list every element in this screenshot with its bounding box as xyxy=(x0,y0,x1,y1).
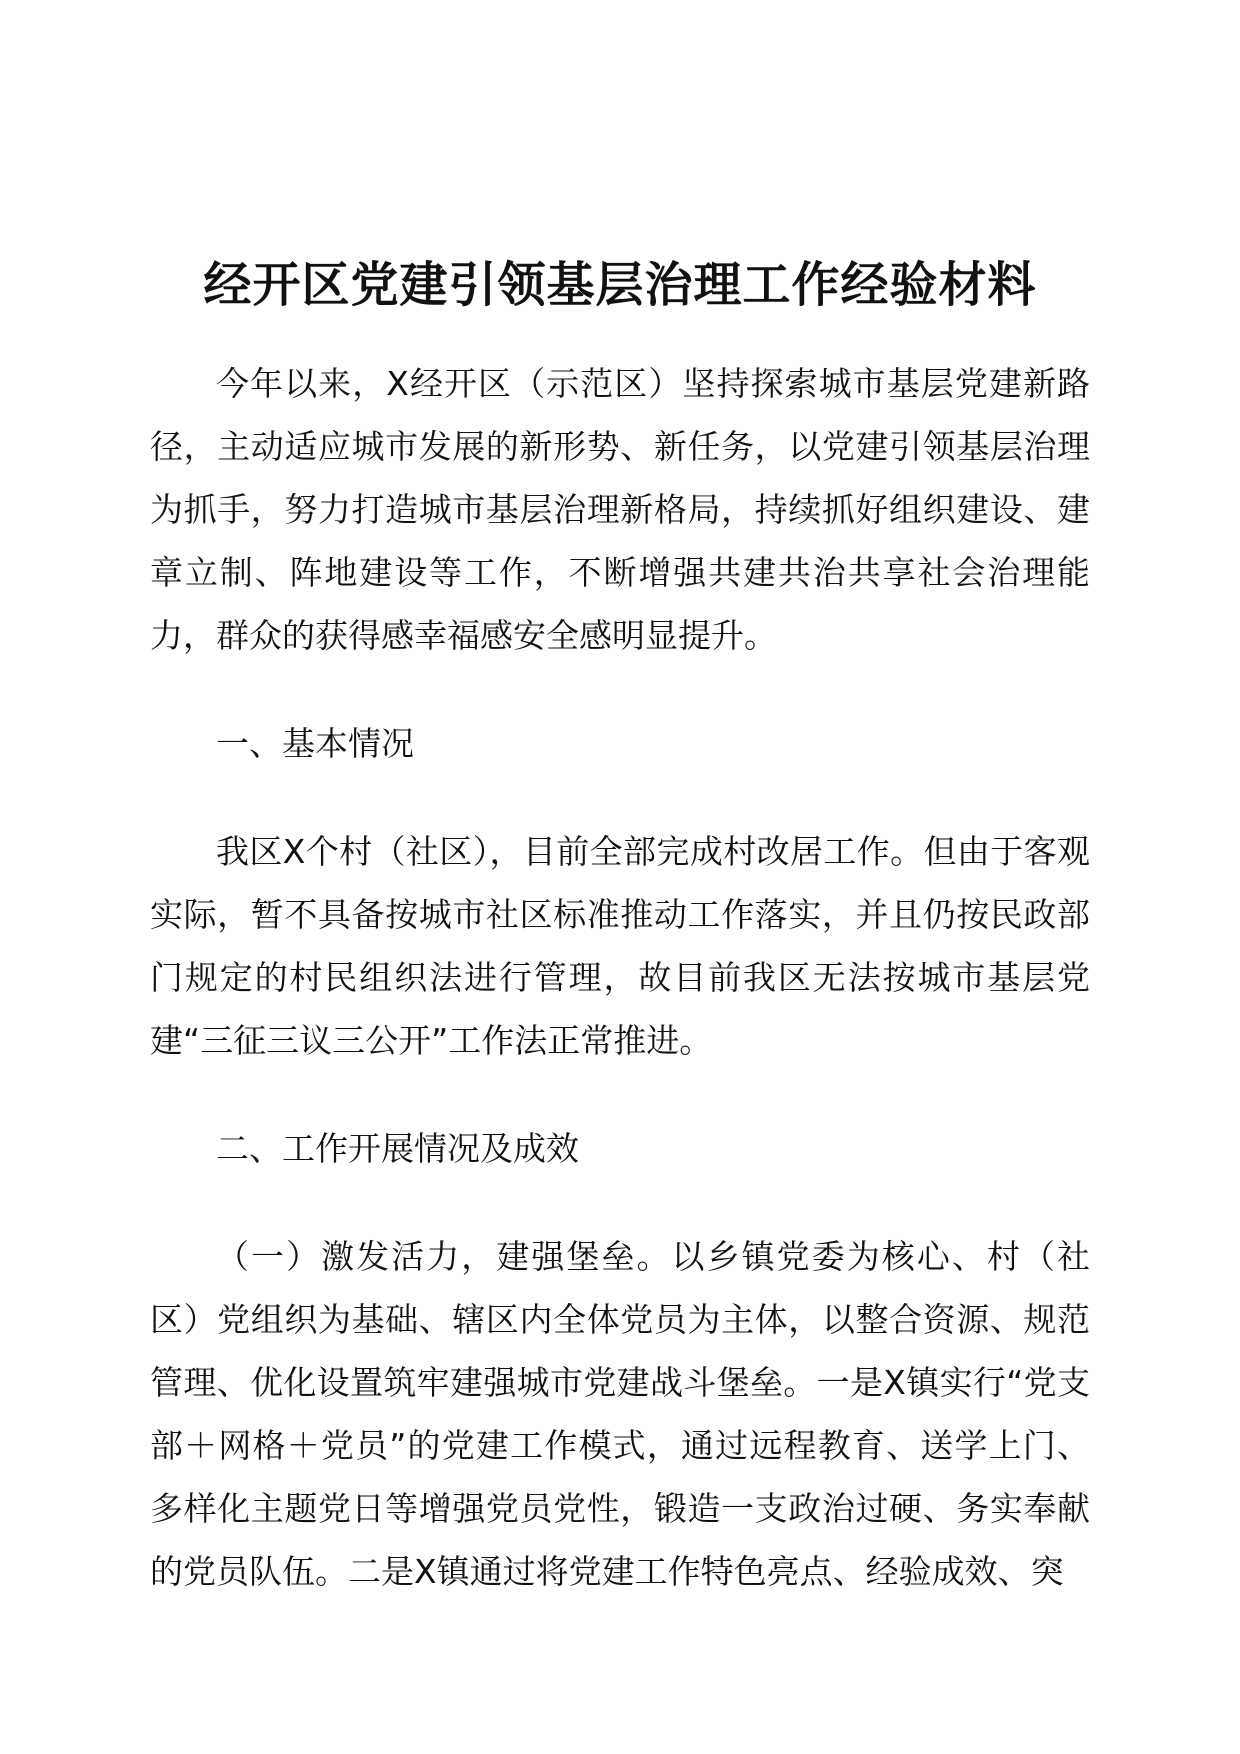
work-progress-paragraph: （一）激发活力，建强堡垒。以乡镇党委为核心、村（社区）党组织为基础、辖区内全体党员为主体，以整合资源、规范管理、优化设置筑牢建强城市党建战斗堡垒。一是X镇实行“党支部＋网格＋党员”的党建工作模式，通过远程教育、送学上门、多样化主题党日等增强党员党性，锻造一支政治过硬、务实奉献的党员队伍。二是X镇通过将党建工作特色亮点、经验成效、突 xyxy=(150,1237,1090,1591)
section-heading-basic-situation: 一、基本情况 xyxy=(216,724,414,763)
document-body xyxy=(150,352,1090,1648)
section-heading-work-progress: 二、工作开展情况及成效 xyxy=(216,1129,579,1168)
intro-paragraph: 今年以来，X经开区（示范区）坚持探索城市基层党建新路径，主动适应城市发展的新形势、新任务，以党建引领基层治理为抓手，努力打造城市基层治理新格局，持续抓好组织建设、建章立制、阵地建设等工作，不断增强共建共治共享社会治理能力，群众的获得感幸福感安全感明显提升。 xyxy=(150,364,1090,655)
document-title: 经开区党建引领基层治理工作经验材料 xyxy=(203,257,1037,314)
basic-situation-paragraph: 我区X个村（社区），目前全部完成村改居工作。但由于客观实际，暂不具备按城市社区标准推动工作落实，并且仍按民政部门规定的村民组织法进行管理，故目前我区无法按城市基层党建“三征三议三公开”工作法正常推进。 xyxy=(150,832,1090,1060)
